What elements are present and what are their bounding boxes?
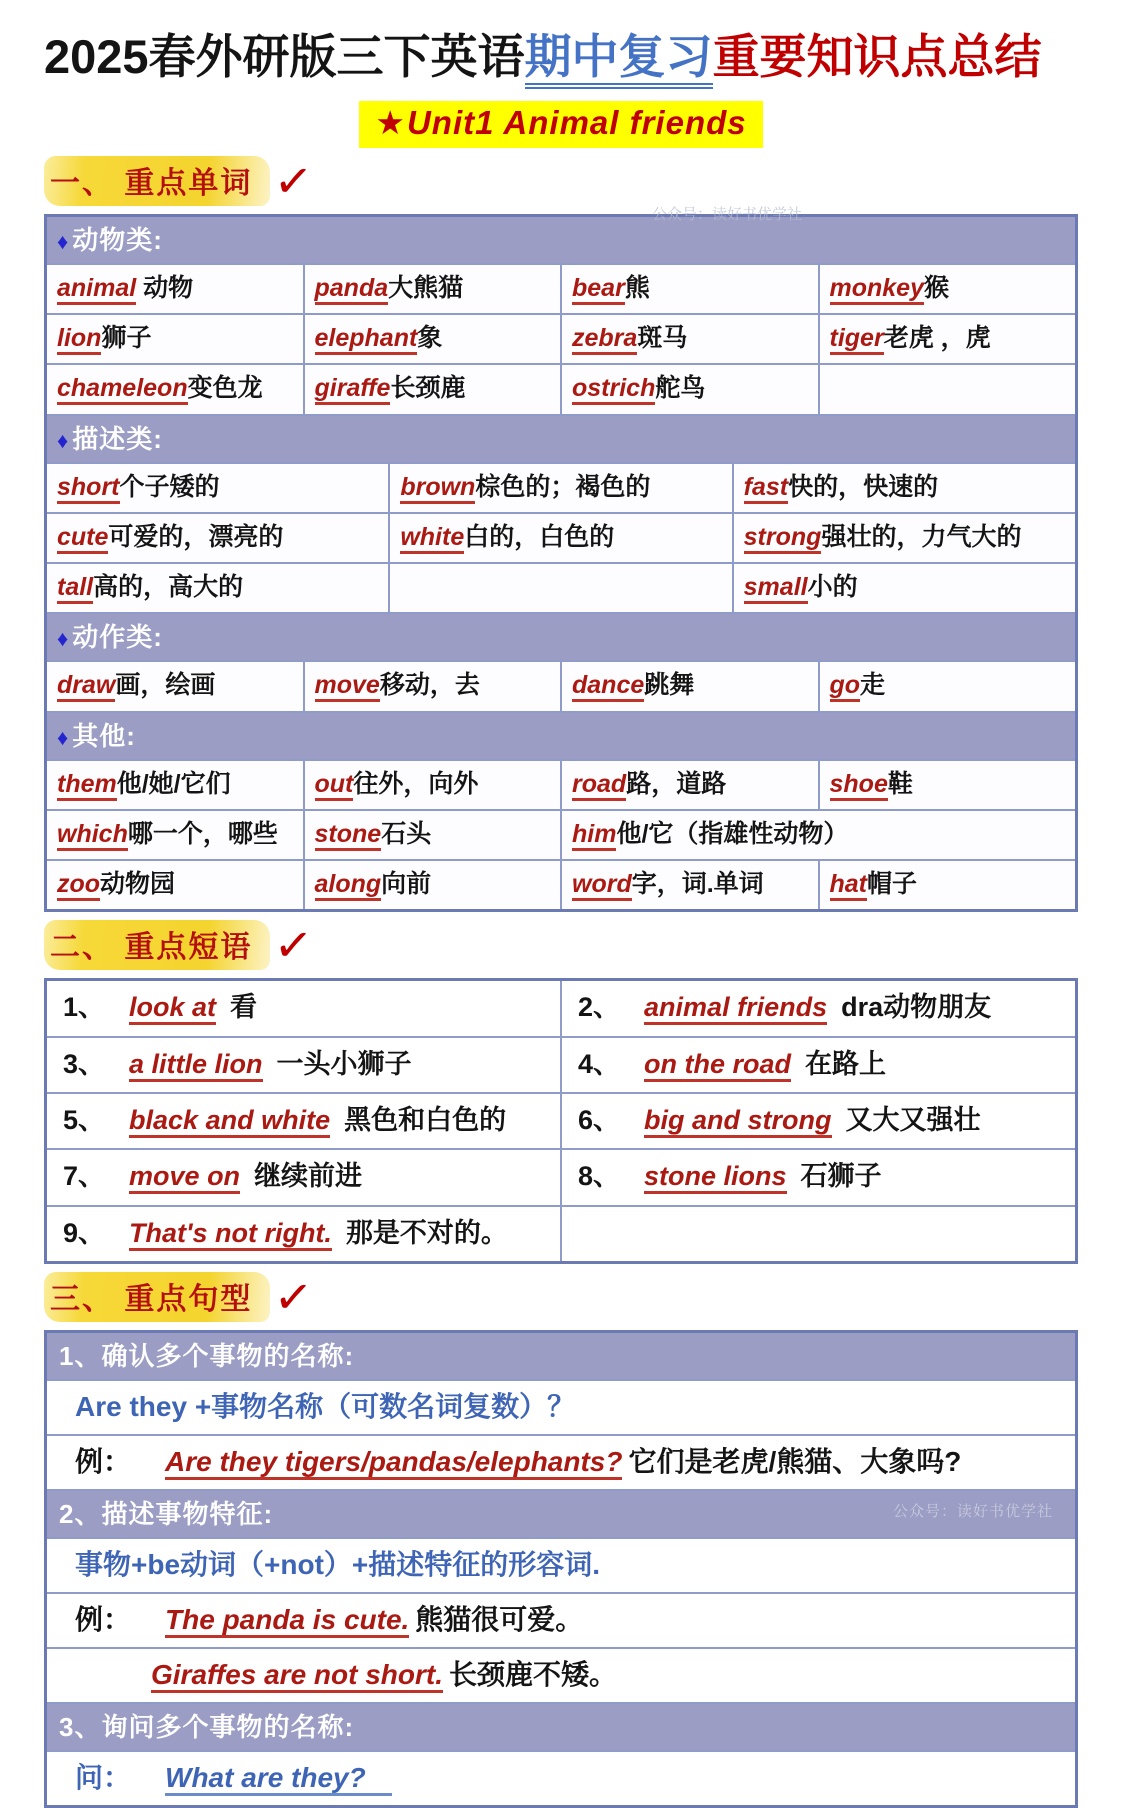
vocab-cell [47,811,303,859]
english-word: bear [572,274,625,305]
phrase-item-empty [562,1207,1075,1261]
vocab-category-header [47,217,1075,263]
pattern-question [47,1752,1075,1805]
chinese-meaning: 长颈鹿 [390,374,466,403]
english-word: white [400,523,464,554]
title-part-blue: 期中复习 [525,30,713,89]
english-word: them [57,770,117,801]
phrase-item [562,1150,1075,1204]
checkmark-icon: ✓ [272,917,316,974]
pattern-example [47,1649,1075,1702]
english-word: him [572,820,616,851]
chinese-meaning: 棕色的；褐色的 [475,472,651,501]
vocab-grid [47,265,1075,414]
vocab-cell [820,662,1076,710]
chinese-meaning: 可爱的，漂亮的 [108,522,284,551]
vocab-cell [47,365,303,413]
english-word: animal [57,274,136,305]
chinese-meaning: 快的，快速的 [788,472,939,501]
chinese-meaning: 猴 [923,273,949,302]
english-word: draw [57,671,115,702]
phrase-item [47,1038,560,1092]
vocab-cell [47,315,303,363]
vocab-category-label: 描述类: [72,423,163,454]
pattern-formula: 事物+be动词（+not）+描述特征的形容词. [47,1539,1075,1592]
english-sentence: Are they tigers/pandas/elephants? [165,1446,622,1480]
chinese-meaning: 继续前进 [254,1161,363,1192]
pattern-header-label: 2、描述事物特征: [59,1499,274,1530]
diamond-icon: ♦ [57,228,70,254]
vocab-cell [390,514,731,562]
chinese-meaning: 狮子 [101,324,152,352]
vocab-cell [562,662,818,710]
chinese-meaning: 走 [860,671,886,700]
vocab-cell [305,861,561,909]
english-phrase: stone lions [644,1161,787,1194]
english-word: giraffe [315,374,391,405]
chinese-meaning: 小的 [807,573,858,601]
chinese-meaning: 他/它（指雄性动物） [616,819,849,848]
vocab-cell [47,464,388,512]
english-word: move [315,671,380,702]
english-word: lion [57,324,101,355]
vocab-cell [734,564,1075,612]
star-icon: ★ [375,103,405,141]
chinese-meaning: 看 [230,992,258,1023]
chinese-translation: 熊猫很可爱。 [415,1604,584,1636]
diamond-icon: ♦ [57,427,70,453]
vocab-cell [47,265,303,313]
pattern-table [44,1330,1078,1808]
vocab-cell [47,662,303,710]
chinese-meaning: 熊 [624,273,650,302]
english-word: shoe [830,770,888,801]
vocab-cell [305,315,561,363]
english-sentence: The panda is cute. [165,1604,409,1638]
english-sentence: Giraffes are not short. [151,1659,443,1693]
vocab-category-header [47,713,1075,759]
chinese-meaning: 斑马 [637,324,688,352]
english-word: brown [400,473,475,504]
chinese-meaning: 一头小狮子 [276,1048,412,1079]
vocab-cell [305,662,561,710]
english-word: zoo [57,870,100,901]
unit-subtitle [359,101,762,148]
pattern-formula: Are they +事物名称（可数名词复数）？ [47,1381,1075,1434]
vocab-cell [47,861,303,909]
chinese-meaning: 字，词.单词 [631,870,764,898]
vocab-category-label: 动物类: [72,224,163,255]
vocab-cell [47,564,388,612]
vocab-cell [47,761,303,809]
phrase-number: 8、 [578,1161,621,1192]
ask-label: 问： [75,1762,132,1794]
english-phrase: black and white [129,1105,330,1138]
vocab-cell [562,365,818,413]
chinese-meaning: 移动，去 [379,671,480,700]
vocab-cell [820,761,1076,809]
pattern-header [47,1333,1075,1379]
english-word: zebra [572,324,637,355]
chinese-meaning: 黑色和白色的 [344,1105,507,1136]
english-word: chameleon [57,374,188,405]
section-three-label: 三、 重点句型 [44,1272,270,1322]
english-word: road [572,770,626,801]
chinese-meaning: 变色龙 [187,374,263,403]
vocab-cell [305,761,561,809]
phrase-item [47,1150,560,1204]
phrase-number: 4、 [578,1048,621,1079]
vocab-cell [820,861,1076,909]
english-word: along [315,870,382,901]
vocab-cell [562,861,818,909]
title-part-black: 2025春外研版三下英语 [44,30,525,83]
title-part-red: 重要知识点总结 [712,30,1042,83]
section-heading-phrases [44,917,1078,974]
english-word: stone [315,820,382,851]
phrase-number: 2、 [578,992,621,1023]
phrase-table [44,978,1078,1264]
vocab-grid [47,761,1075,910]
vocab-cell [820,365,1076,413]
vocab-cell [305,811,561,859]
chinese-meaning: 路，道路 [626,769,727,798]
vocab-cell [562,315,818,363]
watermark: 公众号：读好书优学社 [652,206,803,223]
vocab-cell [734,464,1075,512]
phrase-item [562,1038,1075,1092]
diamond-icon: ♦ [57,724,70,750]
pattern-header [47,1704,1075,1750]
watermark: 公众号：读好书优学社 [892,1503,1053,1521]
vocab-table [44,214,1078,913]
vocab-cell [562,811,1075,859]
chinese-meaning: 在路上 [805,1048,887,1079]
chinese-translation: 长颈鹿不矮。 [449,1659,618,1691]
english-phrase: a little lion [129,1049,263,1082]
vocab-cell [734,514,1075,562]
chinese-meaning: 向前 [381,870,432,898]
chinese-meaning: 大熊猫 [388,273,464,302]
chinese-meaning: 帽子 [867,870,918,898]
vocab-grid [47,662,1075,710]
vocab-cell [820,265,1076,313]
page-title [44,28,1078,87]
chinese-meaning: 象 [417,324,443,352]
english-word: tiger [830,324,884,355]
checkmark-icon: ✓ [272,153,316,209]
vocab-cell [820,315,1076,363]
chinese-meaning: 白的，白色的 [464,522,615,551]
english-phrase: That's not right. [129,1218,332,1251]
english-word: tall [57,573,93,604]
chinese-meaning: 画，绘画 [115,671,216,700]
pattern-example [47,1436,1075,1489]
english-word: panda [315,274,389,305]
chinese-meaning: 高的，高大的 [93,573,244,601]
english-word: out [315,770,354,801]
vocab-category-header [47,416,1075,462]
chinese-meaning: 老虎 ，虎 [883,324,991,352]
phrase-number: 7、 [63,1161,106,1192]
vocab-category-label: 动作类: [72,622,163,653]
chinese-meaning: 那是不对的。 [345,1217,508,1248]
chinese-translation: 它们是老虎/熊猫、大象吗? [628,1446,962,1478]
phrase-number: 1、 [63,992,106,1023]
unit-subtitle-text: Unit1 Animal friends [406,103,747,141]
example-label: 例： [75,1446,132,1478]
chinese-meaning: 哪一个，哪些 [127,819,278,848]
chinese-meaning: 强壮的，力气大的 [821,522,1022,551]
vocab-cell [390,464,731,512]
chinese-meaning: 个子矮的 [119,472,220,501]
english-phrase: big and strong [644,1105,831,1138]
english-word: short [57,473,120,504]
chinese-meaning: 动物园 [100,870,176,898]
vocab-cell [562,265,818,313]
english-word: monkey [830,274,924,305]
vocab-cell [47,514,388,562]
pattern-example [47,1594,1075,1647]
english-word: small [744,573,808,604]
subtitle-wrap [44,101,1078,148]
english-word: dance [572,671,644,702]
english-phrase: move on [129,1161,240,1194]
section-heading-patterns [44,1269,1078,1325]
chinese-meaning: 他/她/它们 [116,769,231,798]
english-word: ostrich [572,374,655,405]
english-word: cute [57,523,108,554]
vocab-cell [305,365,561,413]
chinese-meaning: 石狮子 [800,1161,882,1192]
vocab-cell [305,265,561,313]
section-two-label: 二、 重点短语 [44,920,270,970]
chinese-meaning: 动物 [136,273,194,302]
pattern-header [47,1491,1075,1537]
phrase-item [47,1207,560,1261]
chinese-meaning: 石头 [381,819,432,848]
phrase-item [562,1094,1075,1148]
phrase-number: 9、 [63,1217,106,1248]
phrase-number: 3、 [63,1048,106,1079]
phrase-item [47,1094,560,1148]
english-word: hat [830,870,868,901]
section-one-label: 一、 重点单词 [44,156,270,206]
english-word: fast [744,473,788,504]
section-heading-words [44,153,1078,209]
english-question: What are they? [165,1762,392,1796]
vocab-cell [562,761,818,809]
english-word: strong [744,523,822,554]
checkmark-icon: ✓ [272,1269,316,1325]
phrase-number: 5、 [63,1105,106,1136]
chinese-meaning: dra动物朋友 [841,992,992,1023]
phrase-number: 6、 [578,1105,621,1136]
vocab-grid [47,464,1075,613]
english-word: which [57,820,128,851]
chinese-meaning: 跳舞 [644,671,695,700]
english-word: word [572,870,632,901]
chinese-meaning: 又大又强壮 [845,1105,981,1136]
english-word: go [830,671,861,702]
phrase-item [47,981,560,1035]
english-phrase: look at [129,992,216,1025]
vocab-cell [390,564,731,612]
english-phrase: animal friends [644,992,827,1025]
example-label: 例： [75,1604,132,1636]
diamond-icon: ♦ [57,626,70,652]
chinese-meaning: 往外，向外 [353,769,479,798]
phrase-item [562,981,1075,1035]
vocab-category-header [47,614,1075,660]
pattern-header-label: 1、确认多个事物的名称: [59,1341,355,1372]
pattern-header-label: 3、询问多个事物的名称: [59,1712,355,1743]
chinese-meaning: 鞋 [887,769,913,798]
chinese-meaning: 舵鸟 [655,374,706,403]
english-phrase: on the road [644,1049,791,1082]
english-word: elephant [315,324,418,355]
vocab-category-label: 其他: [72,720,136,751]
